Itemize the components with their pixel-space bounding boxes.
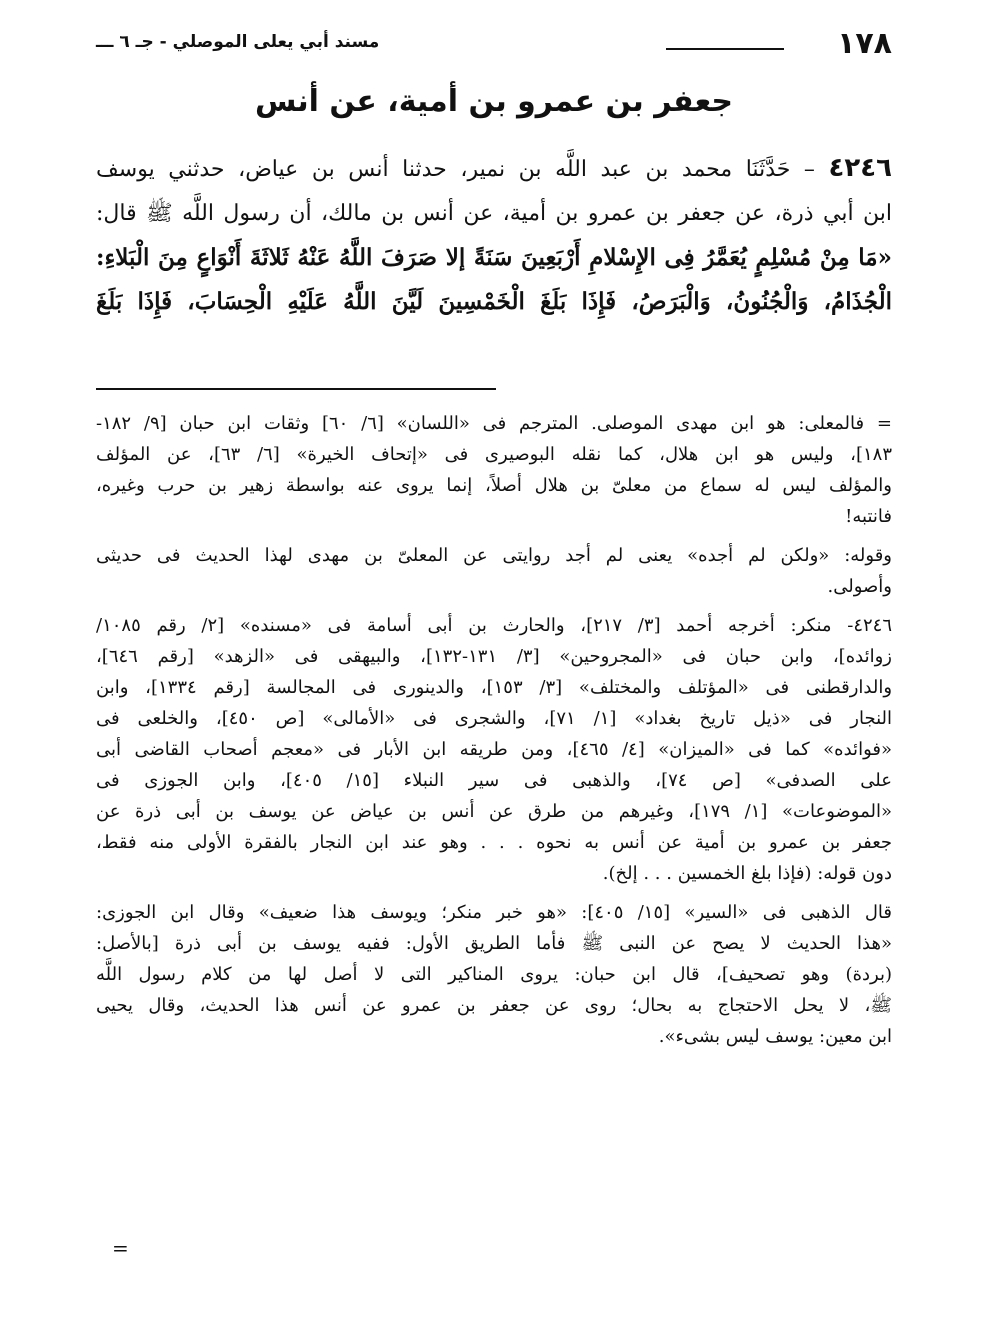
footnote-line: قال الذهبى فى «السير» [١٥/ ٤٠٥]: «هو خبر منكر؛ ويوسف هذا ضعيف» وقال ابن الجوزى: [96, 902, 892, 923]
footnote-line: ١٨٣]، وليس هو ابن هلال، كما نقله البوصيرى فى «إتحاف الخيرة» [٦/ ٦٣]، عن المؤلف [96, 444, 893, 465]
footnote-line: والدارقطنى فى «المؤتلف والمختلف» [٣/ ١٥٣]، والدينورى فى المجالسة [رقم ١٣٣٤]، وابن [96, 677, 893, 698]
hadith-number: ٤٢٤٦ [828, 153, 892, 183]
footnote-line: ﷺ، لا يحل الاحتجاج به بحال؛ روى عن جعفر بن عمرو عن أنس هذا الحديث، وقال يحيى [96, 995, 892, 1016]
page-number: ١٧٨ [837, 26, 892, 61]
footnote-line: على الصدفى» [ص ٧٤]، والذهبى فى سير النبلاء [١٥/ ٤٠٥]، وابن الجوزى فى [96, 770, 892, 791]
footnote-line: دون قوله: (فإذا بلغ الخمسين . . . إلخ). [602, 863, 892, 884]
footnote-line: «فوائده» كما فى «الميزان» [٤/ ٤٦٥]، ومن طريقه ابن الأبار فى «معجم أصحاب القاضى أبى [96, 739, 892, 760]
hadith-line: ابن أبي ذرة، عن جعفر بن عمرو بن أمية، عن أنس بن مالك، أن رسول اللَّه ﷺ قال: [96, 201, 892, 226]
footnote-separator [96, 388, 496, 390]
footnotes [96, 408, 892, 1052]
footnote-line: «هذا الحديث لا يصح عن النبى ﷺ فأما الطريق الأول: ففيه يوسف بن أبى ذرة [بالأصل: [96, 933, 892, 954]
footnote-line: زوائده]، وابن حبان فى «المجروحين» [٣/ ١٣١-١٣٢]، والبيهقى فى «الزهد» [رقم ٦٤٦]، [96, 646, 892, 667]
running-title: مسند أبي يعلى الموصلي - جـ ٦ ـــ [96, 32, 380, 52]
footnote-line: = فالمعلى: هو ابن مهدى الموصلى. المترجم فى «اللسان» [٦/ ٦٠] وثقات ابن حبان [٩/ ١٨٢- [96, 413, 892, 434]
footnote-line: «الموضوعات» [١/ ١٧٩]، وغيرهم من طرق عن أنس بن عياض عن يوسف بن أبى ذرة عن [96, 801, 892, 822]
hadith-matn-line: «مَا مِنْ مُسْلِمٍ يُعَمَّرُ فِى الإِسْلامِ أَرْبَعِينَ سَنَةً إلا صَرَفَ اللَّهُ عَنْهُ ثَلاثَةَ أَنْوَاعٍ مِنَ الْبَلاءِ: [96, 244, 892, 271]
footnote-line: وقوله: «ولكن لم أجده» يعنى لم أجد روايتى عن المعلىّ بن مهدى لهذا الحديث فى حديثى [96, 545, 892, 566]
footnote-line: وأصولى. [827, 576, 892, 597]
footnote-line: النجار فى «ذيل تاريخ بغداد» [١/ ٧١]، والشجرى فى «الأمالى» [ص ٤٥٠]، والخلعى فى [96, 708, 893, 729]
hadith-text [96, 146, 892, 324]
header-rule [666, 48, 784, 50]
running-header [96, 22, 892, 66]
hadith-line: ٤٢٤٦ – حَدَّثَنَا محمد بن عبد اللَّه بن نمير، حدثنا أنس بن عياض، حدثني يوسف [96, 153, 892, 183]
continuation-mark: = [112, 1236, 129, 1260]
chapter-title: جعفر بن عمرو بن أمية، عن أنس [254, 84, 734, 119]
hadith-matn-line: الْجُذَامُ، وَالْجُنُونُ، وَالْبَرَصُ، فَإِذَا بَلَغَ الْخَمْسِينَ لَيَّنَ اللَّهُ عَلَيْهِ الْحِسَابَ، فَإِذَا بَلَغَ [96, 288, 892, 315]
footnote-line: جعفر بن عمرو بن أمية عن أنس به نحوه . . . وهو عند ابن النجار بالفقرة الأولى منه فقط، [96, 832, 892, 853]
footnote-line: ابن معين: يوسف ليس بشىء». [658, 1026, 892, 1047]
footnote-line: (بردة) وهو تصحيف]، قال ابن حبان: يروى المناكير التى لا أصل لها من كلام رسول اللَّه [96, 964, 892, 985]
footnote-line: ٤٢٤٦- منكر: أخرجه أحمد [٣/ ٢١٧]، والحارث بن أبى أسامة فى «مسنده» [٢/ رقم ١٠٨٥/ [96, 615, 892, 636]
footnote-line: والمؤلف ليس له سماع من معلىّ بن هلال أصلاً، إنما يروى عنه بواسطة زهير بن حرب وغيره، [96, 475, 892, 496]
footnote-line: فانتبه! [845, 506, 892, 527]
